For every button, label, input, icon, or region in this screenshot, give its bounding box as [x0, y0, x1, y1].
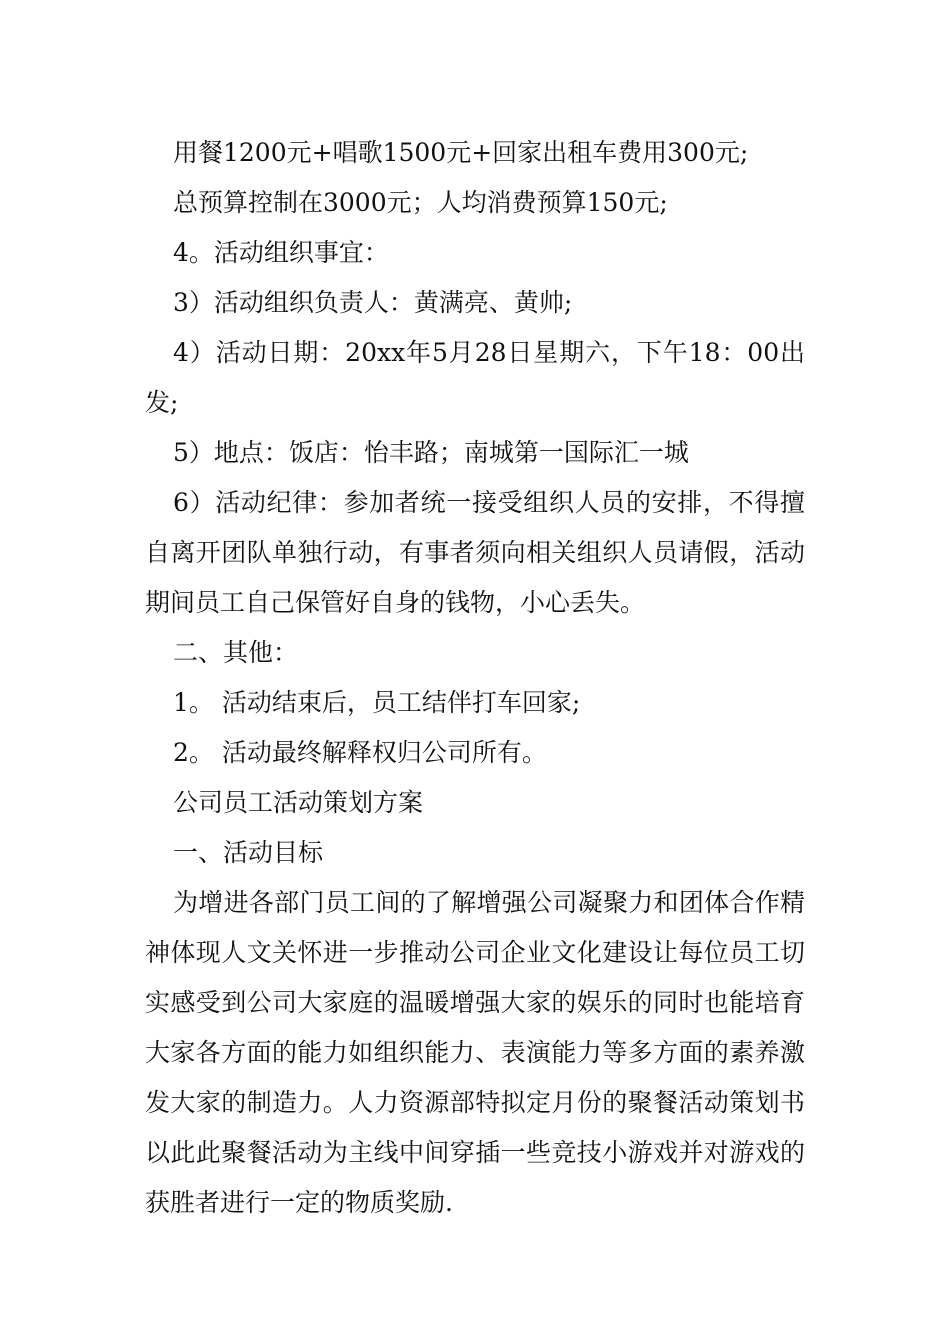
paragraph-organizers: 3）活动组织负责人：黄满亮、黄帅; [173, 288, 573, 317]
paragraph-activity-date: 4）活动日期：20xx年5月28日星期六，下午18：00出发; [145, 338, 805, 417]
paragraph-other-heading: 二、其他： [173, 638, 299, 667]
paragraph-budget-breakdown: 用餐1200元+唱歌1500元+回家出租车费用300元; [173, 138, 749, 167]
paragraph-goal-body: 为增进各部门员工间的了解增强公司凝聚力和团体合作精神体现人文关怀进一步推动公司企业文化建设让每位员工切实感受到公司大家庭的温暖增强大家的娱乐的同时也能培育大家各方面的能力如组织能力、表演能力等多方面的素养激发大家的制造力。人力资源部特拟定月份的聚餐活动策划书以此此聚餐活动为主线中间穿插一些竞技小游戏并对游戏的获胜者进行一定的物质奖励. [145, 888, 805, 1217]
paragraph-location: 5）地点：饭店：怡丰路；南城第一国际汇一城 [173, 438, 689, 467]
paragraph-other-item-2: 2。 活动最终解释权归公司所有。 [173, 738, 547, 767]
document-body [145, 128, 805, 1228]
paragraph-other-item-1: 1。 活动结束后，员工结伴打车回家; [173, 688, 581, 717]
section-title-plan: 公司员工活动策划方案 [173, 788, 424, 817]
paragraph-discipline: 6）活动纪律：参加者统一接受组织人员的安排，不得擅自离开团队单独行动，有事者须向相关组织人员请假，活动期间员工自己保管好自身的钱物，小心丢失。 [145, 488, 805, 617]
section-heading-goal: 一、活动目标 [173, 838, 324, 867]
paragraph-organization-heading: 4。活动组织事宜： [173, 238, 389, 267]
paragraph-total-budget: 总预算控制在3000元；人均消费预算150元; [173, 188, 668, 217]
